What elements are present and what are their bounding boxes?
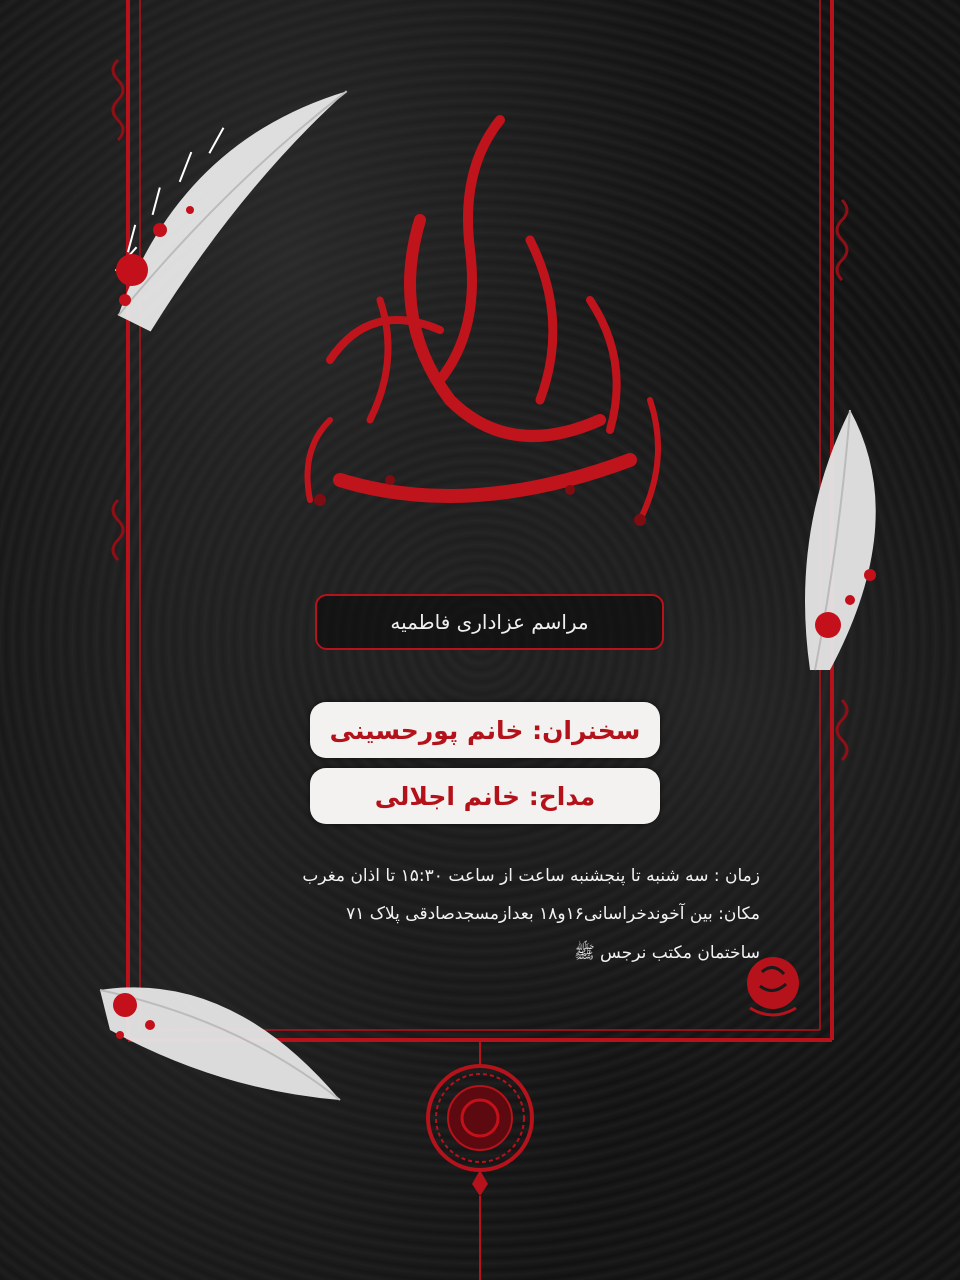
eulogist-text: مداح: خانم اجلالی <box>374 781 596 811</box>
place-line: مکان: بین آخوندخراسانی۱۶و۱۸ بعدازمسجدصادقی پلاک ۷۱ <box>346 904 760 924</box>
speaker-text: سخنران: خانم پورحسینی <box>329 715 641 745</box>
feather-bottom-left <box>90 950 350 1150</box>
event-title: مراسم عزاداری فاطمیه <box>390 610 589 634</box>
organization-logo <box>742 952 804 1024</box>
building-line: ساختمان مکتب نرجس ﷺ <box>574 943 760 963</box>
ornamental-seal <box>420 1058 540 1198</box>
feather-right <box>770 400 930 680</box>
time-line: زمان : سه شنبه تا پنجشنبه ساعت از ساعت ۱۵:۳۰ تا اذان مغرب <box>302 866 760 886</box>
speaker-pill <box>310 702 660 758</box>
calligraphy-emblem <box>270 100 690 540</box>
eulogist-pill <box>310 768 660 824</box>
event-title-box <box>315 594 664 650</box>
